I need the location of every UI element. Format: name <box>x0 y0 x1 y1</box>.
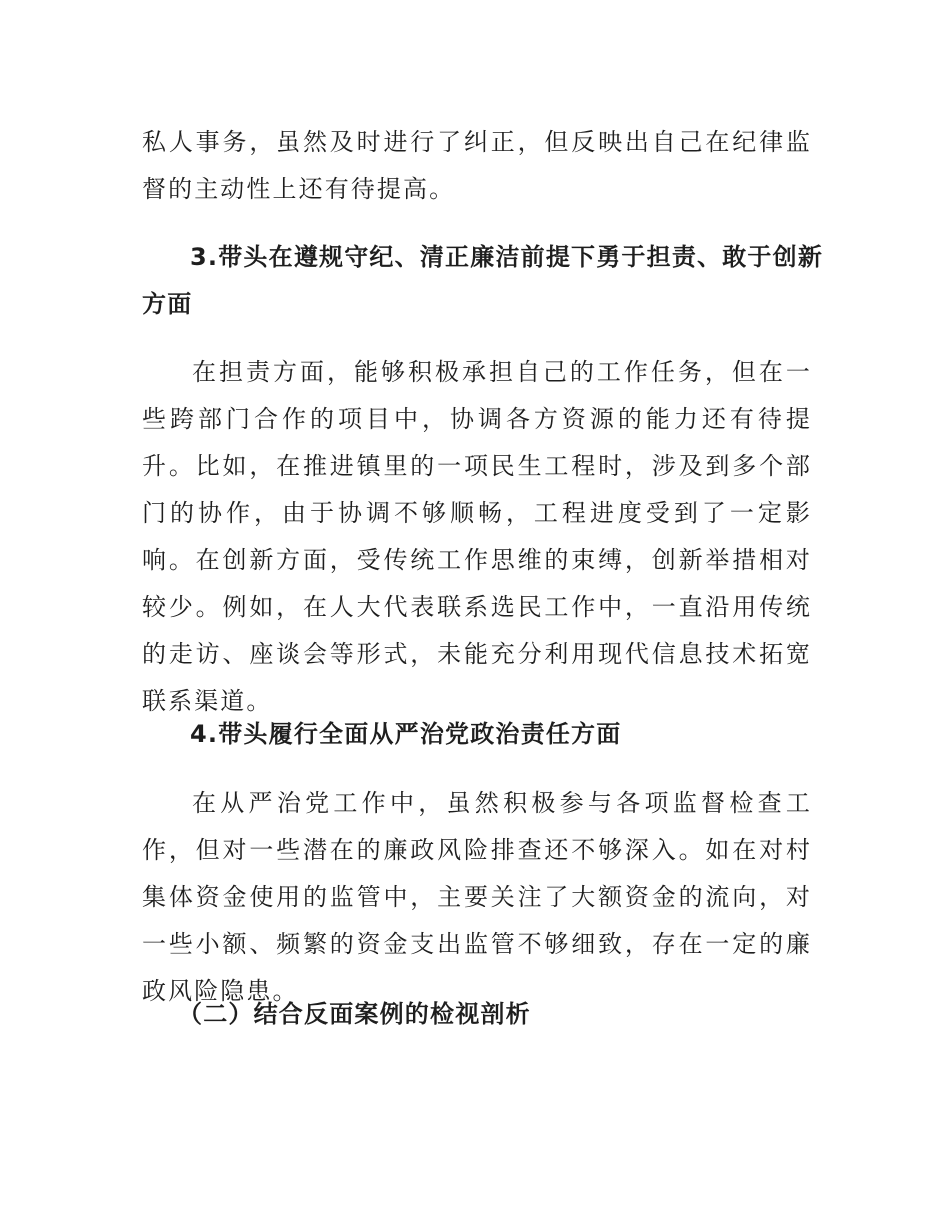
heading-3 <box>142 234 824 328</box>
paragraph-4: 在从严治党工作中，虽然积极参与各项监督检查工作，但对一些潜在的廉政风险排查还不够深入。如在对村集体资金使用的监管中，主要关注了大额资金的流向，对一些小额、频繁的资金支出监管不够细致，存在一定的廉政风险隐患。 <box>142 789 812 1005</box>
heading-4 <box>142 711 812 758</box>
heading-4-text: 4.带头履行全面从严治党政治责任方面 <box>190 720 622 748</box>
section-heading <box>142 991 812 1038</box>
paragraph-3: 在担责方面，能够积极承担自己的工作任务，但在一些跨部门合作的项目中，协调各方资源的能力还有待提升。比如，在推进镇里的一项民生工程时，涉及到多个部门的协作，由于协调不够顺畅，工程进度受到了一定影响。在创新方面，受传统工作思维的束缚，创新举措相对较少。例如，在人大代表联系选民工作中，一直沿用传统的走访、座谈会等形式，未能充分利用现代信息技术拓宽联系渠道。 <box>142 358 812 715</box>
heading-3-line-2: 方面 <box>142 290 193 318</box>
paragraph-continuation: 私人事务，虽然及时进行了纠正，但反映出自己在纪律监督的主动性上还有待提高。 <box>142 128 812 203</box>
heading-3-line-1: 3.带头在遵规守纪、清正廉洁前提下勇于担责、敢于创新 <box>190 243 824 271</box>
section-heading-text: （二）结合反面案例的检视剖析 <box>178 1000 531 1028</box>
